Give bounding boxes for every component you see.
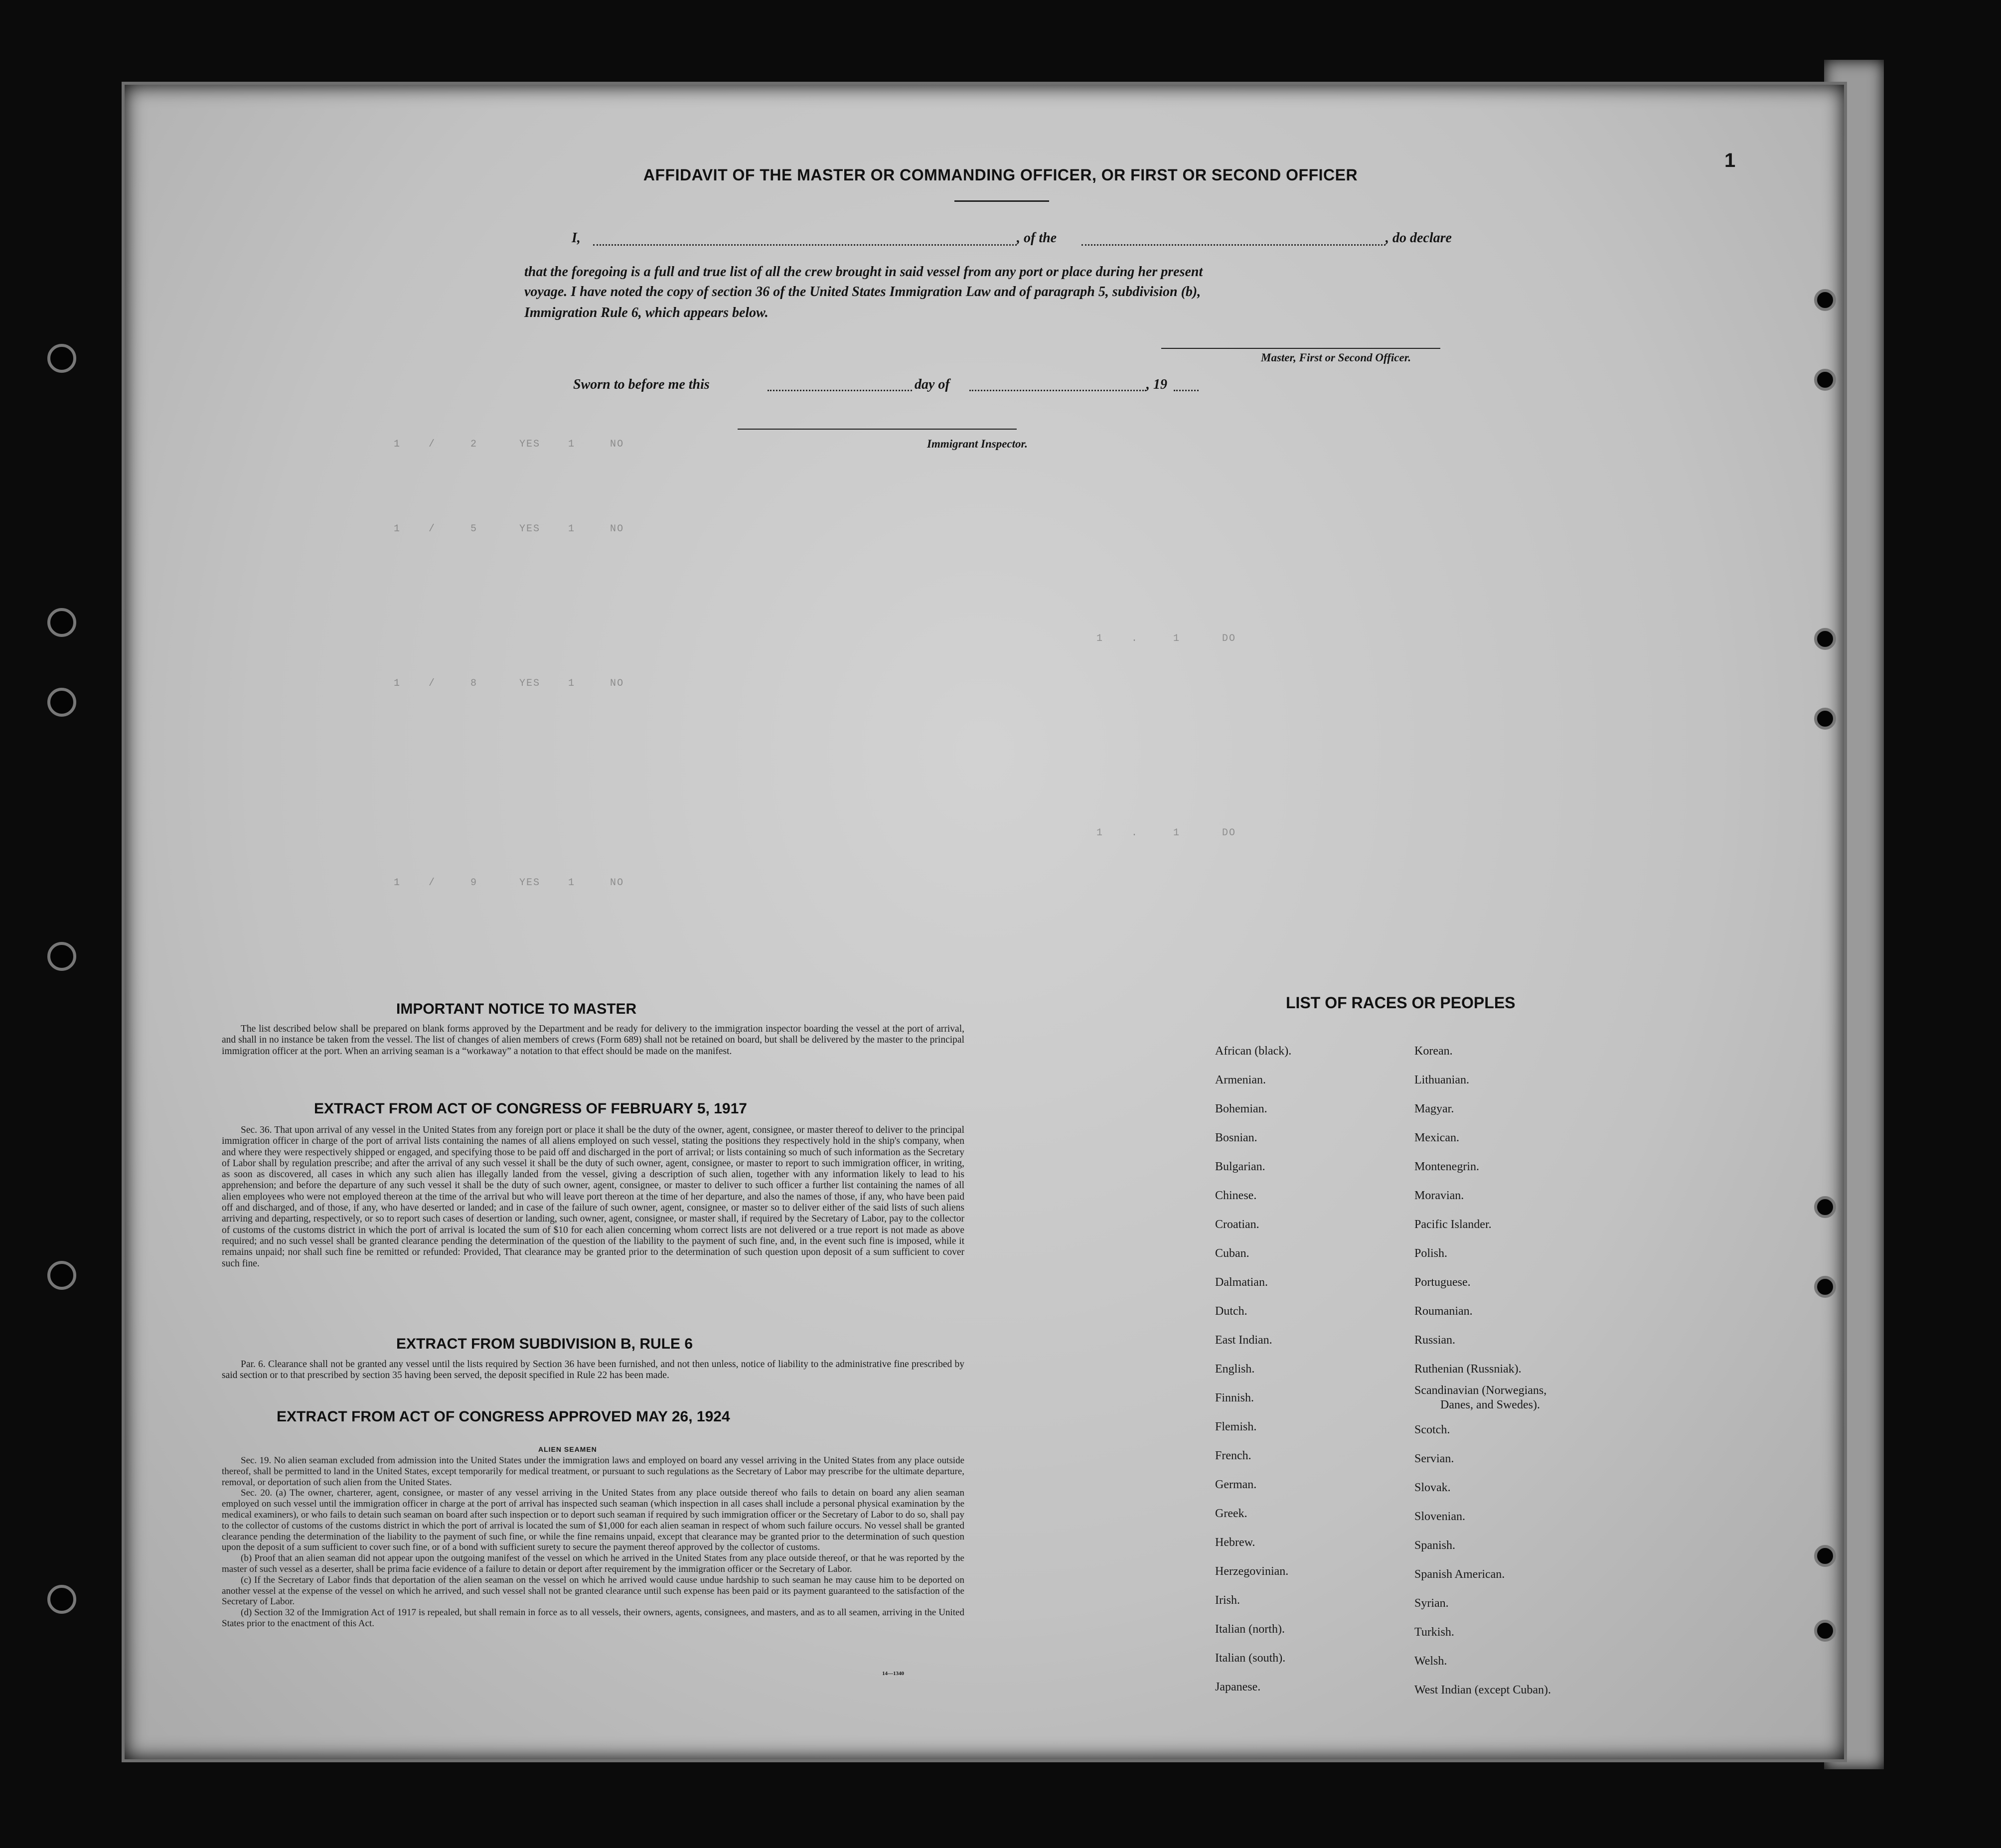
race-item: African (black). bbox=[1215, 1045, 1292, 1058]
race-item: Bosnian. bbox=[1215, 1131, 1257, 1144]
signature-line[interactable] bbox=[1161, 348, 1440, 349]
extract-rule6-title: EXTRACT FROM SUBDIVISION B, RULE 6 bbox=[396, 1336, 693, 1352]
race-item: Montenegrin. bbox=[1414, 1160, 1479, 1173]
extract-rule6-body bbox=[222, 1359, 964, 1382]
race-item: Servian. bbox=[1414, 1452, 1454, 1465]
binder-hole-right-6 bbox=[1814, 1276, 1836, 1298]
binder-hole-right-2 bbox=[1814, 369, 1836, 391]
sworn-day-field[interactable] bbox=[768, 390, 912, 391]
race-item: Magyar. bbox=[1414, 1102, 1454, 1115]
binder-hole-left-6 bbox=[47, 1585, 76, 1614]
race-item: Italian (south). bbox=[1215, 1652, 1286, 1665]
section-20d-paragraph: (d) Section 32 of the Immigration Act of 1917 is repealed, but shall remain in force as to all vessels, their owners, agents, consignees, and masters, and as to all seamen, arriving in the United States prior to the enactment of this Act. bbox=[222, 1607, 964, 1629]
i-label: I, bbox=[572, 230, 581, 246]
binder-hole-right-5 bbox=[1814, 1196, 1836, 1218]
race-item: English. bbox=[1215, 1363, 1255, 1376]
alien-seamen-subtitle: ALIEN SEAMEN bbox=[538, 1445, 597, 1453]
binder-hole-left-1 bbox=[47, 344, 76, 373]
race-item: French. bbox=[1215, 1449, 1251, 1462]
race-item: Cuban. bbox=[1215, 1247, 1249, 1260]
race-item: Greek. bbox=[1215, 1507, 1247, 1520]
inspector-label: Immigrant Inspector. bbox=[927, 438, 1028, 450]
declaration-line-1: that the foregoing is a full and true list of all the crew brought in said vessel from any port or place during her present bbox=[524, 264, 1203, 280]
race-item: Hebrew. bbox=[1215, 1536, 1255, 1549]
extract-1917-body bbox=[222, 1125, 964, 1269]
section-20b-paragraph: (b) Proof that an alien seaman did not appear upon the outgoing manifest of the vessel on which he arrived in the United States from any place outside thereof, or that he was reported by the master of such vessel as a deserter, shall be prima facie evidence of a failure to detain or deport after requirement by the immigration officer or the Secretary of Labor. bbox=[222, 1553, 964, 1574]
race-item: Slovak. bbox=[1414, 1481, 1451, 1494]
race-item: Turkish. bbox=[1414, 1626, 1454, 1639]
vessel-field[interactable] bbox=[1081, 244, 1385, 246]
race-item: Slovenian. bbox=[1414, 1510, 1465, 1523]
race-item: Polish. bbox=[1414, 1247, 1448, 1260]
race-item: Moravian. bbox=[1414, 1189, 1464, 1202]
binder-hole-right-3 bbox=[1814, 628, 1836, 650]
race-item: Spanish American. bbox=[1414, 1568, 1505, 1581]
race-item: Portuguese. bbox=[1414, 1276, 1471, 1289]
race-item: Syrian. bbox=[1414, 1597, 1449, 1610]
section-19-paragraph: Sec. 19. No alien seaman excluded from admission into the United States under the immigration laws and employed on board any vessel arriving in the United States from any place outside thereof, shall be permitted to land in the United States, except temporarily for medical treatment, or pursuant to such regulations as the Secretary of Labor may prescribe for the ultimate departure, removal, or deportation of such alien from the United States. bbox=[222, 1455, 964, 1488]
affidavit-title: AFFIDAVIT OF THE MASTER OR COMMANDING OFFICER, OR FIRST OR SECOND OFFICER bbox=[643, 166, 1358, 184]
race-item: Japanese. bbox=[1215, 1681, 1261, 1694]
race-item-continuation: Danes, and Swedes). bbox=[1440, 1398, 1540, 1411]
bleed-through-row: 1 / 5 YES 1 NO bbox=[394, 523, 624, 535]
sworn-year-field[interactable] bbox=[1174, 390, 1199, 391]
form-number: 14—1340 bbox=[882, 1671, 904, 1677]
declaration-line-2: voyage. I have noted the copy of section 36 of the United States Immigration Law and of paragraph 5, subdivision (b), bbox=[524, 284, 1201, 300]
rule6-paragraph: Par. 6. Clearance shall not be granted any vessel until the lists required by Section 36 have been furnished, and not then unless, notice of liability to the administrative fine prescribed by said section or to that prescribed by section 35 having been served, the deposit specified in Rule 22 has been made. bbox=[222, 1359, 964, 1381]
race-item: Dalmatian. bbox=[1215, 1276, 1268, 1289]
inspector-signature-line[interactable] bbox=[738, 429, 1017, 430]
declaration-line-3: Immigration Rule 6, which appears below. bbox=[524, 305, 769, 320]
race-item: Flemish. bbox=[1215, 1420, 1257, 1433]
race-item: German. bbox=[1215, 1478, 1257, 1491]
race-item: Scandinavian (Norwegians, bbox=[1414, 1384, 1547, 1397]
binder-hole-left-4 bbox=[47, 942, 76, 971]
race-item: Chinese. bbox=[1215, 1189, 1257, 1202]
race-item: Bohemian. bbox=[1215, 1102, 1267, 1115]
affidavit-title-rule bbox=[954, 200, 1049, 202]
notice-paragraph: The list described below shall be prepared on blank forms approved by the Department and be ready for delivery to the immigration inspector boarding the vessel at the port of arrival, and shall in no instance be taken from the vessel. The list of changes of alien members of crews (Form 689) shall not be retained on board, but shall be delivered by the master to the principal immigration officer at the port. When an arriving seaman is a “workaway” a notation to that effect should be made on the manifest. bbox=[222, 1024, 964, 1057]
race-item: Ruthenian (Russniak). bbox=[1414, 1363, 1522, 1376]
extract-1924-title: EXTRACT FROM ACT OF CONGRESS APPROVED MAY 26, 1924 bbox=[277, 1408, 730, 1425]
binder-hole-right-8 bbox=[1814, 1620, 1836, 1642]
bleed-through-row: 1 / 9 YES 1 NO bbox=[394, 877, 624, 889]
notice-body bbox=[222, 1024, 964, 1057]
race-item: Croatian. bbox=[1215, 1218, 1259, 1231]
binder-hole-left-3 bbox=[47, 688, 76, 717]
race-item: Lithuanian. bbox=[1414, 1074, 1469, 1086]
sworn-month-field[interactable] bbox=[969, 390, 1146, 391]
bleed-through-row: 1 / 2 YES 1 NO bbox=[394, 439, 624, 450]
race-item: Italian (north). bbox=[1215, 1623, 1285, 1636]
race-item: Spanish. bbox=[1414, 1539, 1456, 1552]
name-field[interactable] bbox=[593, 244, 1017, 246]
races-title: LIST OF RACES OR PEOPLES bbox=[1286, 994, 1516, 1012]
race-item: Roumanian. bbox=[1414, 1305, 1473, 1318]
page-number: 1 bbox=[1724, 150, 1736, 171]
section-20a-paragraph: Sec. 20. (a) The owner, charterer, agent, consignee, or master of any vessel arriving in the United States from any place outside thereof who fails to detain on board any alien seaman employed on such vessel until the immigration officer in charge at the port of arrival has inspected such seaman (which inspection in all cases shall include a personal physical examination by the medical examiners), or who fails to detain such seaman on board after such inspection or to deport such seaman if required by such immigration officer or the Secretary of Labor to do so, shall pay to the collector of customs of the customs district in which the port of arrival is located the sum of $1,000 for each alien seaman in respect of whom such failure occurs. No vessel shall be granted clearance pending the determination of the liability to the payment of such fine, or while the fine remains unpaid, except that clearance may be granted prior to the determination of such question upon the deposit of a sum sufficient to cover such fine, or of a bond with sufficient surety to secure the payment thereof approved by the collector of customs. bbox=[222, 1488, 964, 1553]
race-item: Herzegovinian. bbox=[1215, 1565, 1289, 1578]
year-label: , 19 bbox=[1146, 377, 1167, 392]
binder-hole-right-4 bbox=[1814, 708, 1836, 730]
binder-hole-right-1 bbox=[1814, 289, 1836, 311]
sworn-label: Sworn to before me this bbox=[573, 377, 710, 392]
race-item: Irish. bbox=[1215, 1594, 1240, 1607]
race-item: Dutch. bbox=[1215, 1305, 1247, 1318]
extract-1917-title: EXTRACT FROM ACT OF CONGRESS OF FEBRUARY 5, 1917 bbox=[314, 1100, 747, 1117]
race-item: Pacific Islander. bbox=[1414, 1218, 1492, 1231]
race-item: Bulgarian. bbox=[1215, 1160, 1265, 1173]
binder-hole-right-7 bbox=[1814, 1545, 1836, 1567]
binder-hole-left-2 bbox=[47, 608, 76, 637]
of-the-label: , of the bbox=[1017, 230, 1057, 246]
race-item: Korean. bbox=[1414, 1045, 1453, 1058]
race-item: Welsh. bbox=[1414, 1655, 1447, 1668]
race-item: East Indian. bbox=[1215, 1334, 1272, 1347]
race-item: Armenian. bbox=[1215, 1074, 1266, 1086]
do-declare-label: , do declare bbox=[1385, 230, 1452, 246]
race-item: West Indian (except Cuban). bbox=[1414, 1684, 1551, 1696]
extract-1924-body bbox=[222, 1455, 964, 1629]
signature-label: Master, First or Second Officer. bbox=[1261, 351, 1411, 364]
race-item: Russian. bbox=[1414, 1334, 1456, 1347]
section-20c-paragraph: (c) If the Secretary of Labor finds that deportation of the alien seaman on the vessel on which he arrived would cause undue hardship to such seaman he may cause him to be deported on another vessel at the expense of the vessel on which he arrived, and such vessel shall not be granted clearance until such expense has been paid or its payment guaranteed to the satisfaction of the Secretary of Labor. bbox=[222, 1574, 964, 1607]
binder-hole-left-5 bbox=[47, 1261, 76, 1290]
bleed-through-row: 1 . 1 DO bbox=[1096, 633, 1236, 644]
bleed-through-row: 1 . 1 DO bbox=[1096, 827, 1236, 839]
race-item: Mexican. bbox=[1414, 1131, 1459, 1144]
day-of-label: day of bbox=[915, 377, 950, 392]
race-item: Finnish. bbox=[1215, 1391, 1254, 1404]
race-item: Scotch. bbox=[1414, 1423, 1450, 1436]
bleed-through-row: 1 / 8 YES 1 NO bbox=[394, 678, 624, 689]
notice-title: IMPORTANT NOTICE TO MASTER bbox=[396, 1001, 637, 1017]
section-36-paragraph: Sec. 36. That upon arrival of any vessel in the United States from any foreign port or place it shall be the duty of the owner, agent, consignee, or master thereof to deliver to the principal immigration officer in charge of the port of arrival lists containing the names of all aliens employed on such vessel, stating the positions they respectively hold in the ship's company, when and where they were respectively shipped or engaged, and specifying those to be paid off and discharged in the port of arrival; or lists containing so much of such information as the Secretary of Labor shall by regulation prescribe; and after the arrival of any such vessel it shall be the duty of such owner, agent, consignee, or master to report to such immigration officer, in writing, as soon as discovered, all cases in which any such alien has illegally landed from the vessel, giving a description of such alien, together with any information likely to lead to his apprehension; and before the departure of any such vessel it shall be the duty of such owner, agent, consignee, or master to deliver to such officer a further list containing the names of all alien employees who were not employed thereon at the time of the arrival but who will leave port thereon at the time of her departure, and also the names of those, if any, who have been paid off and discharged, and of those, if any, who have deserted or landed; and in case of the failure of such owner, agent, consignee, or master so to deliver either of the said lists of such aliens arriving and departing, respectively, or so to report such cases of desertion or landing, such owner, agent, consignee, or master shall, if required by the Secretary of Labor, pay to the collector of customs of the customs district in which the port of arrival is located the sum of $10 for each alien concerning whom correct lists are not delivered or a true report is not made as above required; and no such vessel shall be granted clearance pending the determination of the question of the liability to the payment of such fine, and, in the event such fine is imposed, while it remains unpaid; nor shall such fine be remitted or refunded: Provided, That clearance may be granted prior to the determination of such question upon deposit of a sum sufficient to cover such fine. bbox=[222, 1125, 964, 1269]
